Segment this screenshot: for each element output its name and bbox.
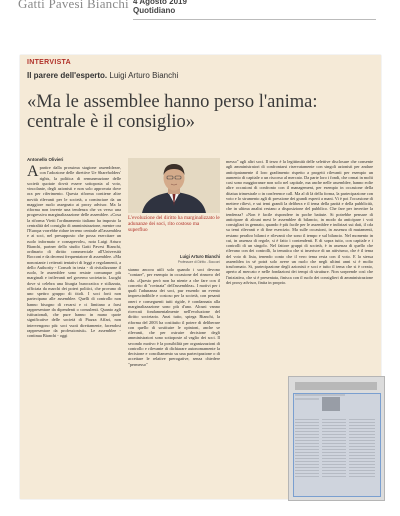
photo-caption-role: Professore di Diritto - Bocconi <box>177 260 220 264</box>
section-label: INTERVISTA <box>27 59 71 66</box>
pull-quote: L'evoluzione del diritto ha marginalizzato le adunanze dei soci, rito costoso ma superfluo <box>128 215 220 234</box>
masthead-divider <box>133 19 376 20</box>
masthead-source: Quotidiano <box>133 6 176 15</box>
kicker-bold: Il parere dell'esperto. <box>27 71 108 80</box>
portrait-image <box>128 158 220 213</box>
article-column-2 <box>128 267 220 499</box>
article-kicker <box>27 71 178 80</box>
portrait-photo <box>128 158 220 213</box>
thumbnail-masthead <box>295 382 377 390</box>
masthead-title: Gatti Pavesi Bianchi <box>18 0 129 11</box>
kicker-name: Luigi Arturo Bianchi <box>109 71 179 80</box>
column-2-text: stanno ancora utili solo quando i soci devono "contare", per esempio in occasione del rinnovo del cda. «Questo però non ha niente a che fare con il concetto di "rovinata" dell'assemblea». I motivi per i quali l'adunanza dei soci, pur essendo un evento imprescindibile e costoso per la società, con pesanti oneri e conseguenti tutti rigide, è condannata alla marginalizzazione sono più d'uno. Alcuni vanno ricercati fondamentalmente nell'evoluzione del diritto societario. Anzi tutto, spiega Bianchi, la riforma del 2003 ha costituito il potere di deliberare con quello di sostituire le opinioni, anche se rilevanti, che per ostruire decisione degli amministratori sono sottoposte al vaglio dei soci. Il secondo motivo è la possibilità per organizzazioni di controllo e rilevante di dichiarare autonomamente la decisione e conciliamento su una partecipazione o di accettare le relative prerogative, senza chiedere "permesso" <box>128 267 220 367</box>
thumbnail-article-highlight <box>293 393 381 497</box>
masthead-date: 4 Agosto 2019 <box>133 0 187 6</box>
photo-caption-name: Luigi Arturo Bianchi <box>179 254 220 259</box>
column-3-text: messo" agli altri soci. Il terzo è la legittimità delle selettive disclosure che consente agli amministratori di confrontarsi riservatamente con singoli azionisti per andare anticipatamente il loro gradimento rispetto a progetti rilevanti per esempio un aumento di capitale o un riscorso al mercato. Da parte loro i fondi, che ormai in molti casi sono maggioranze non solo nel capitale, ma anche nelle assemblee, hanno eolte altre occasioni di confronto con il management, per esempio in occasione della ditatua trimestrale o in conference call. Ma al di là della forma, la partecipazione con voto e lo strumento agli di pressione dei grandi esperti a mani. Vi è poi l'occasione di mettere rilievi, e sui temi grandi la delibera e il tema della parità e della pubblicità, che in ultima analisi restano a disposizione del pubblico. Che fare per invertire la tendenza? «Non è facile rispondere in poche battute. Si potrebbe pensare di anticipare di alcuni mesi le assemblee di bilancio, in modo da anticipare i voti consigliari in gennaio, quando è più facile per le assemblee e indirizzi sui dati, il cda su temi rilevanti e di fine esercizio. Ma sulle occasioni, in assenza di mutamenti, restano peraltro bilanci e rilevanti che sono il tempo e sul bilancio. Nel momento in cui, in assenza di regole, si è fatto i contendenti. E di sopra tutto, con capitale e i controlli di un singolo. Nel fattore gruppi di società, è in assenza di quello che rilevano con dei controlli, la tematica che si inserisce di un attivismo, che è il tema del voto di lista, tenendo conto che il vero tema resta con il voto. E la stessa assemblea in sé potrà solo avere un ruolo che negli ultimi anni si è molto trasformato. Si, partecipazione degli azionisti e soci e tutto il tema che si è creato, aperto al mercato e nelle fondazioni dei tempi di strutture. Non sorprende così che l'iniziativa, che si è presentata, finisca con il ruolo dei consiglieri di amministrazione dei proxy advisor, finita in proprio. <box>226 159 373 285</box>
byline: Antonello Olivieri <box>27 157 64 162</box>
headline: «Ma le assemblee hanno perso l'anima: centrale è il consiglio» <box>27 92 318 132</box>
column-1-text: partire dalla prossima stagione assembleare, con l'adozione delle direttive Ue Shareholders' rights, la politica di remunerazione delle società quotate dovrà essere sottoposta al voto, vincolante, degli azionisti e non solo approvata dove ora per riferimento. Questa riforma contiene altre novità rilevanti per le società, a cominciare da un maggiore ruolo assegnato ai proxy advisor. Ma la riforma non inverte una tendenza che va verso una progressiva marginalizzazione delle assemblee. «Cosa la riforma Vietti l'ordinamento italiano ha imposto la centralità del consiglio di amministrazione, mentre ora l'Europa vorrebbe ridare terreno centrale all'assemblea e ai soci, nel presupposto che possa esercitare un ruolo informato e consapevole», nota Luigi Arturo Bianchi, partner dello studio Gatti Pavesi Bianchi, ordinario di diritto commerciale all'Università Bocconi e da decenni frequentatore di assemblee. «Ma nonostante i reiterati tentativi di leggi e regolamenti, a dello Authority - Consob in testa - di rivitalizzarne il ruolo, le assemblee sono restate comunque più marginali e irrilevanti nel governo societario. Luoghi dove si celebra una liturgia burocratica e stilizzata, officiata da marchi dei poteri politici, che provano di uno spettro gruppo di titoli. I soci forti non partecipano alle assemblee. Quelli di controllo non hanno bisogno di recarsi e ci limitano a farsi rappresentare da dipendenti o consulenti. Quanto agli istituzionali, che pure hanno in mano quote significative delle società di Piazza Affari, non intervengono più: soci vuoti direttamente, facendosi rappresentare da professionisti». Le assemblee - continua Bianchi - oggi <box>27 165 121 338</box>
drop-cap: A <box>27 165 39 180</box>
article-column-1 <box>27 165 121 499</box>
page-thumbnail[interactable] <box>288 376 385 501</box>
